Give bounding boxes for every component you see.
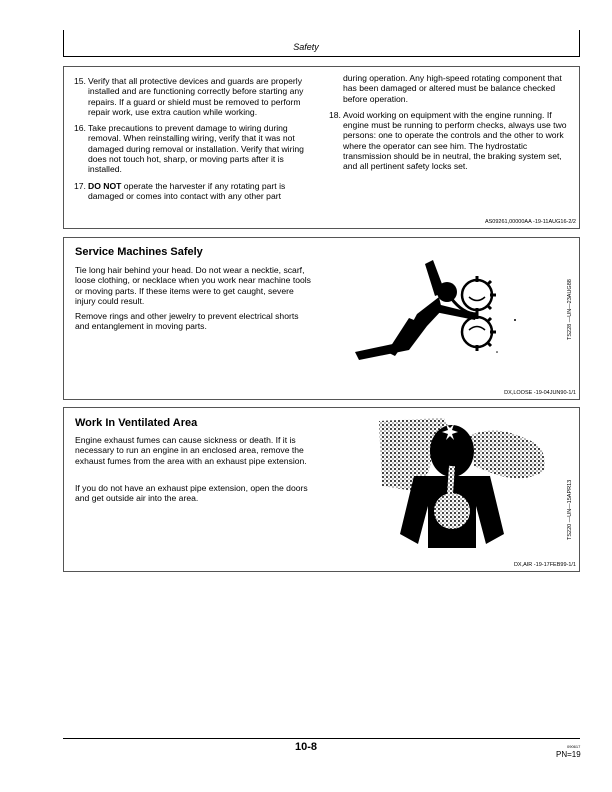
footer-code: 090617 bbox=[567, 744, 581, 749]
list-right-column bbox=[329, 73, 569, 178]
header-rule bbox=[63, 56, 580, 57]
paragraph: Remove rings and other jewelry to prevent electrical shorts and entanglement in moving parts. bbox=[75, 311, 299, 332]
list-item bbox=[329, 110, 569, 172]
paragraph: Engine exhaust fumes can cause sickness or death. If it is necessary to run an engine in an enclosed area, remove the exhaust fumes from the area with an exhaust pipe extension. bbox=[75, 435, 307, 466]
section-code: DX,LOOSE -19-04JUN90-1/1 bbox=[504, 390, 576, 396]
list-item bbox=[74, 123, 319, 174]
item-number: 15. bbox=[74, 76, 86, 86]
section-code: DX,AIR -19-17FEB99-1/1 bbox=[513, 562, 576, 568]
item-bold-text: DO NOT bbox=[88, 180, 122, 191]
section-code: AS09261,00000AA -19-11AUG16-2/2 bbox=[484, 219, 576, 225]
page-pn: PN=19 bbox=[556, 750, 581, 759]
item-text: Verify that all protective devices and guards are properly installed and are functioning correctly before starting any repairs. If a guard or shield must be removed to perform repair work, use extra caution while working. bbox=[88, 76, 304, 117]
entanglement-warning-illustration bbox=[347, 252, 547, 372]
gear-icon bbox=[462, 313, 496, 351]
footer-rule bbox=[63, 738, 580, 739]
list-item bbox=[74, 181, 319, 202]
section-title: Service Machines Safely bbox=[75, 246, 203, 258]
item-text: during operation. Any high-speed rotating component that has been damaged or altered must be balance checked before operation. bbox=[343, 73, 562, 104]
section-top-box bbox=[63, 66, 580, 229]
list-item-continuation bbox=[329, 73, 569, 104]
section-service-box bbox=[63, 237, 580, 400]
item-text: Take precautions to prevent damage to wiring during removal. When reinstalling wiring, verify that it was not damaged during removal or installation. Verify that wiring does not touch hot, sharp, or moving parts after it is installed. bbox=[88, 123, 304, 175]
item-text: Avoid working on equipment with the engine running. If engine must be running to perform checks, always use two persons: one to operate the controls and the other to work where the operator can see him. The hydrostatic transmission should be in neutral, the braking system set, and all pertinent safety locks set. bbox=[343, 109, 567, 172]
gear-icon bbox=[462, 276, 496, 314]
list-left-column bbox=[74, 76, 319, 207]
exhaust-fumes-illustration bbox=[374, 416, 559, 556]
paragraph: Tie long hair behind your head. Do not wear a necktie, scarf, loose clothing, or necklace when you work near machine tools or moving parts. If these items were to get caught, severe injury could result. bbox=[75, 265, 311, 306]
list-item bbox=[74, 76, 319, 117]
person-figure bbox=[355, 260, 477, 360]
paragraph: If you do not have an exhaust pipe extension, open the doors and get outside air into the area. bbox=[75, 483, 308, 504]
item-rest-text: operate the harvester if any rotating part is damaged or comes into contact with any other part bbox=[88, 180, 286, 201]
item-number: 17. bbox=[74, 180, 86, 191]
section-vent-box bbox=[63, 407, 580, 572]
image-code: TS228 —UN—23AUG88 bbox=[567, 279, 573, 340]
image-code: TS220 —UN—15APR13 bbox=[567, 479, 573, 540]
item-number: 18. bbox=[329, 109, 341, 120]
page-number: 10-8 bbox=[294, 741, 318, 753]
section-title: Work In Ventilated Area bbox=[75, 417, 198, 429]
item-text bbox=[88, 181, 319, 202]
page-header-title: Safety bbox=[293, 42, 319, 52]
item-number: 16. bbox=[74, 123, 86, 134]
